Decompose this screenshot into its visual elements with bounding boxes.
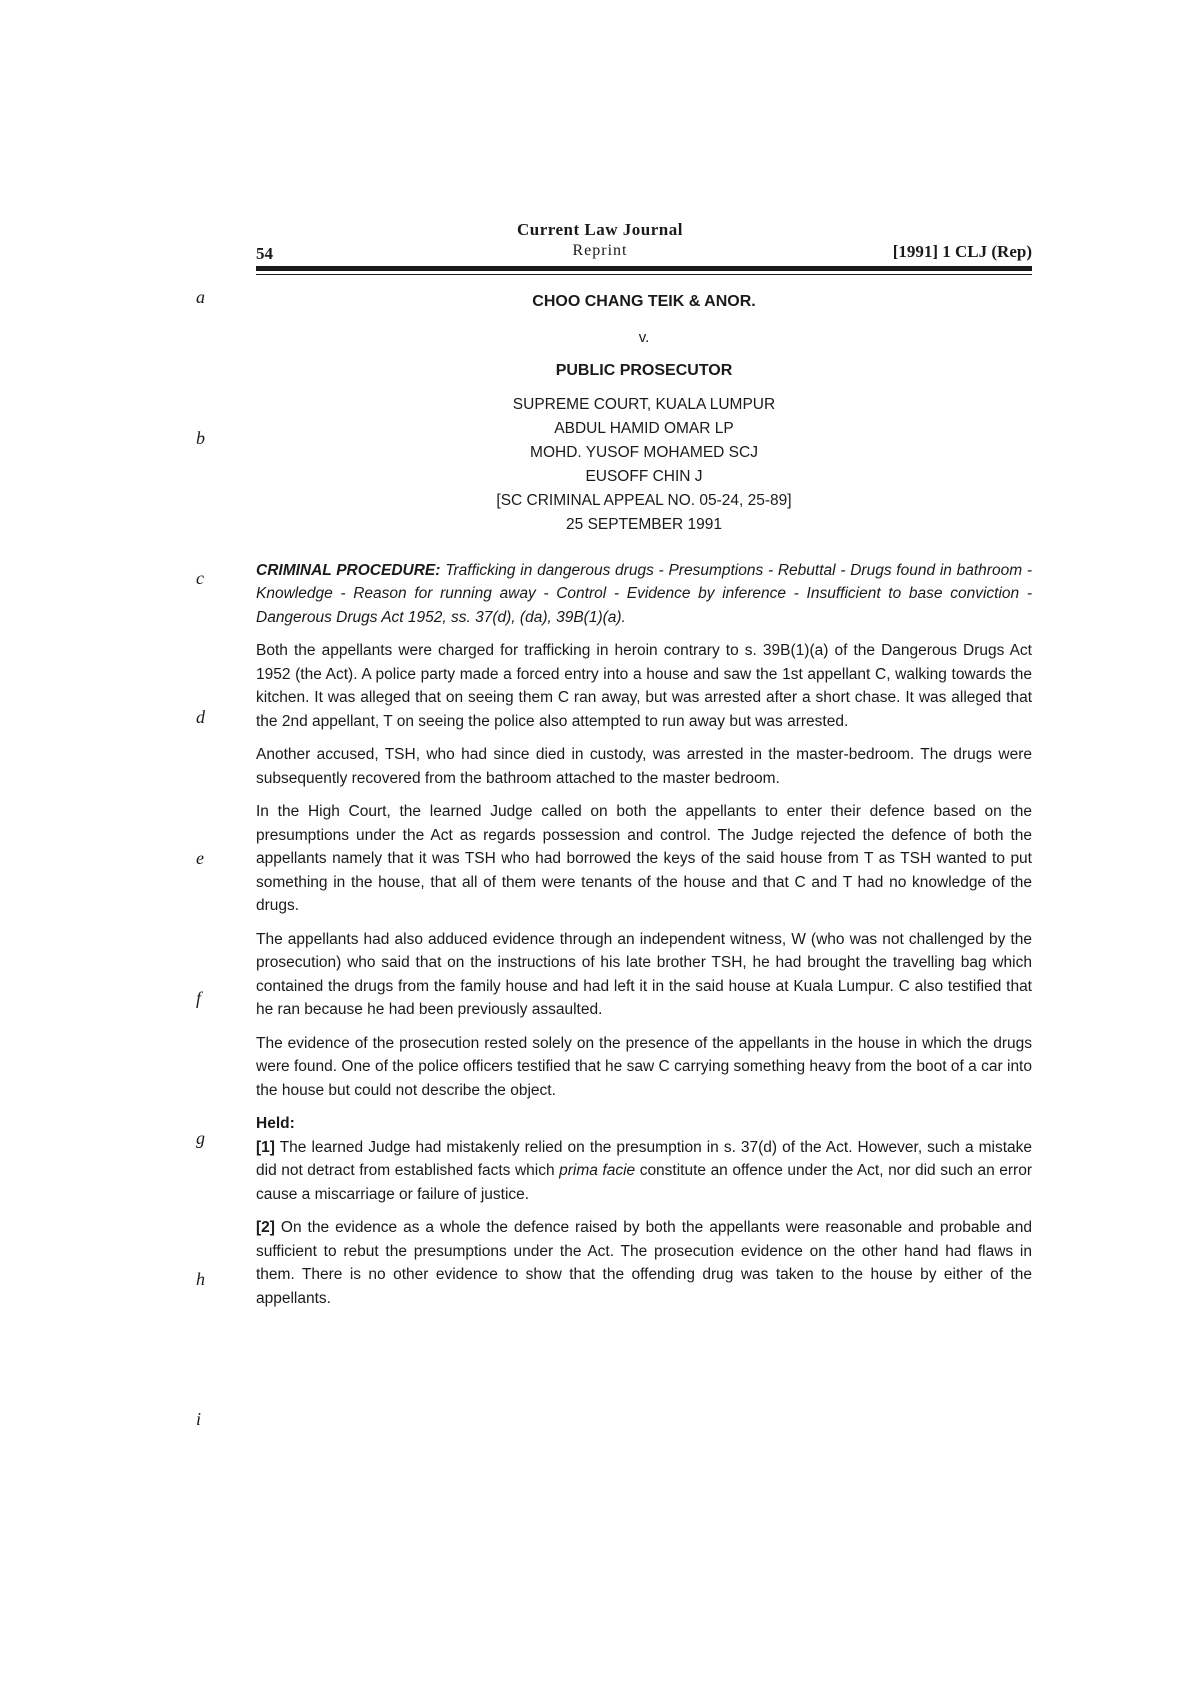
margin-letter-e: e [196, 848, 204, 868]
margin-letter-b: b [196, 428, 205, 448]
court-coram [256, 393, 1032, 537]
margin-letter-g: g [196, 1128, 205, 1148]
headnote-paragraph: Both the appellants were charged for trafficking in heroin contrary to s. 39B(1)(a) of the Dangerous Drugs Act 1952 (the Act). A police party made a forced entry into a house and saw the 1st appellant C, walking towards the kitchen. It was alleged that on seeing them C ran away, but was arrested after a short chase. It was alleged that the 2nd appellant, T on seeing the police also attempted to run away but was arrested. [256, 642, 1032, 730]
judge-line: MOHD. YUSOF MOHAMED SCJ [530, 443, 758, 461]
journal-title: Current Law Journal [517, 220, 683, 239]
margin-letter-f: f [196, 988, 202, 1008]
held-item [256, 1136, 1032, 1207]
held-item-italic: prima facie [559, 1162, 636, 1179]
held-item-number: [1] [256, 1138, 275, 1156]
journal-subtitle: Reprint [572, 242, 628, 259]
held-item [256, 1216, 1032, 1310]
margin-letter-d: d [196, 707, 205, 727]
margin-letter-h: h [196, 1269, 205, 1289]
header-rule-thin [256, 274, 1032, 275]
headnote-paragraph: In the High Court, the learned Judge called on both the appellants to enter their defence based on the presumptions under the Act as regards possession and control. The Judge rejected the defence of both the appellants namely that it was TSH who had borrowed the keys of the said house from T as TSH wanted to put something in the house, that all of them were tenants of the house and that C and T had no knowledge of the drugs. [256, 803, 1032, 914]
held-item-text: The learned Judge had mistakenly relied on the presumption in s. 37(d) of the Act. However, such a mistake did not detract from established facts which [256, 1138, 1033, 1179]
judge-line: EUSOFF CHIN J [585, 467, 703, 485]
held-heading: Held: [256, 1115, 295, 1132]
case-appellants: CHOO CHANG TEIK & ANOR. [532, 293, 756, 310]
catchwords [256, 559, 1032, 630]
headnote-paragraph: The appellants had also adduced evidence through an independent witness, W (who was not challenged by the prosecution) who said that on the instructions of his late brother TSH, he had brought the travelling bag which contained the drugs from the family house and had left it in the said house at Kuala Lumpur. C also testified that he ran because he had been previously assaulted. [256, 930, 1032, 1018]
margin-letter-c: c [196, 568, 204, 588]
headnote-paragraph: The evidence of the prosecution rested solely on the presence of the appellants in the house in which the drugs were found. One of the police officers testified that he saw C carrying something heavy from the boot of a car into the house but could not describe the object. [256, 1034, 1032, 1099]
decision-date: 25 SEPTEMBER 1991 [566, 515, 722, 533]
header-rule-thick [256, 266, 1032, 271]
margin-letter-a: a [196, 287, 205, 307]
page-number: 54 [256, 244, 273, 263]
citation: [1991] 1 CLJ (Rep) [892, 242, 1032, 261]
judge-line: ABDUL HAMID OMAR LP [554, 419, 734, 437]
case-versus: v. [638, 328, 650, 346]
judgment-body [256, 288, 1032, 1310]
held-item-number: [2] [256, 1219, 275, 1236]
appeal-number: [SC CRIMINAL APPEAL NO. 05-24, 25-89] [496, 491, 792, 509]
catchwords-label: CRIMINAL PROCEDURE: [256, 561, 441, 579]
case-respondent: PUBLIC PROSECUTOR [555, 362, 733, 379]
headnote-paragraph: Another accused, TSH, who had since died in custody, was arrested in the master-bedroom. The drugs were subsequently recovered from the bathroom attached to the master bedroom. [256, 746, 1032, 787]
held-item-text: On the evidence as a whole the defence raised by both the appellants were reasonable and probable and sufficient to rebut the presumptions under the Act. The prosecution evidence on the other hand had flaws in them. There is no other evidence to show that the offending drug was taken to the house by either of the appellants. [256, 1219, 1033, 1307]
margin-letter-i: i [196, 1409, 202, 1429]
court-name: SUPREME COURT, KUALA LUMPUR [512, 395, 776, 413]
held-item-text-end: constitute an offence under the Act, nor did such an error cause a miscarriage or failure of justice. [256, 1162, 1032, 1203]
catchwords-text: Trafficking in dangerous drugs - Presumptions - Rebuttal - Drugs found in bathroom - Knowledge - Reason for running away - Control - Evidence by inference - Insufficient to base conviction - Dangerous Drugs Act 1952, ss. 37(d), (da), 39B(1)(a). [256, 561, 1033, 626]
